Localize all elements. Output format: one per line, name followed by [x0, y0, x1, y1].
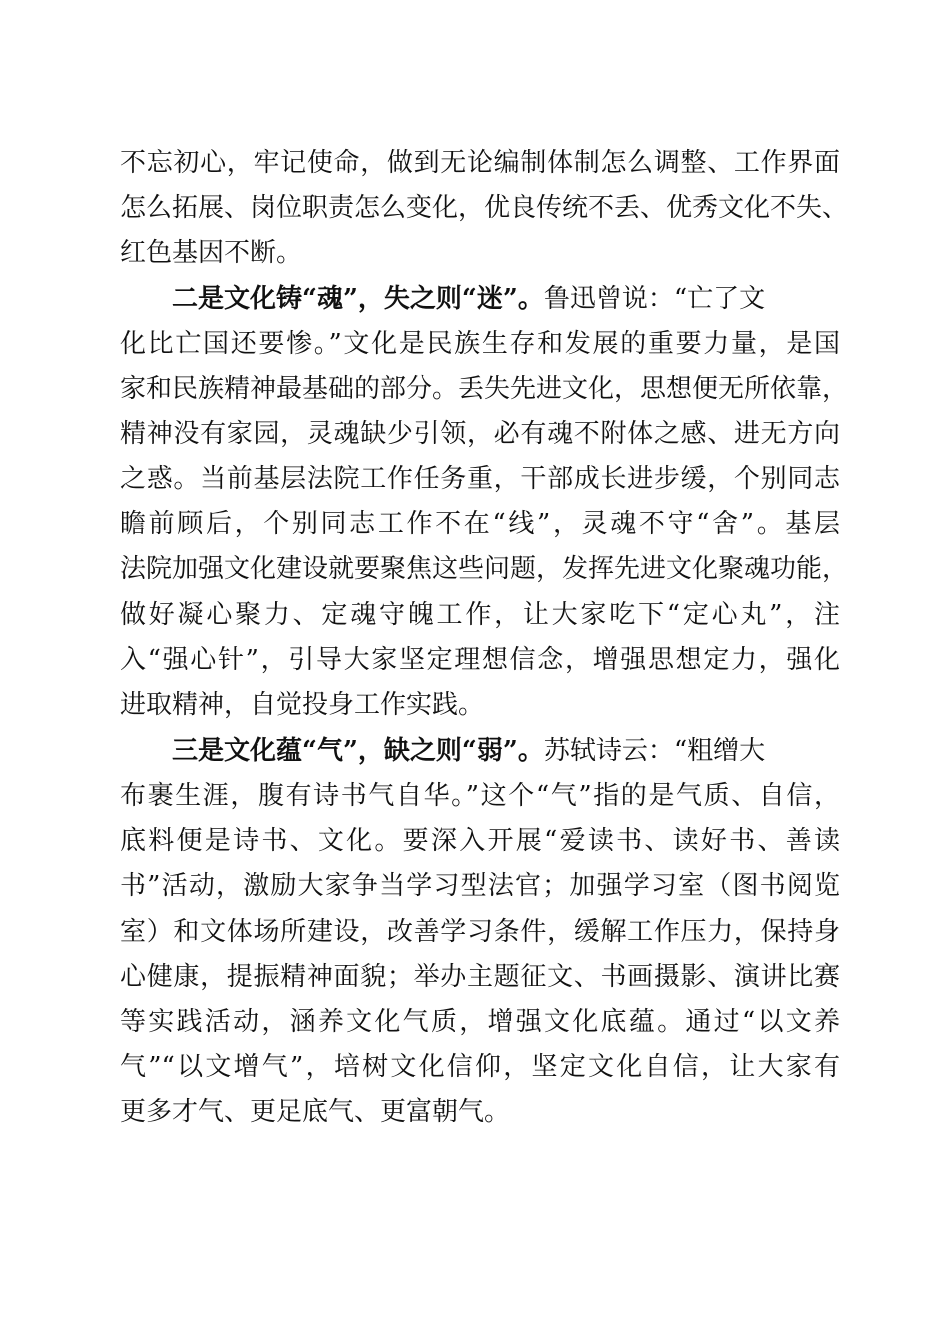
paragraph-3-line-4: 书”活动，激励大家争当学习型法官；加强学习室（图书阅览 — [120, 871, 840, 901]
paragraph-3-line-8: 气”“以文增气”，培树文化信仰，坚定文化自信，让大家有 — [120, 1052, 840, 1082]
paragraph-3-line-5: 室）和文体场所建设，改善学习条件，缓解工作压力，保持身 — [120, 917, 840, 947]
paragraph-3-heading: 三是文化蕴“气”，缺之则“弱”。 — [172, 736, 544, 766]
paragraph-2-line-7: 法院加强文化建设就要聚焦这些问题，发挥先进文化聚魂功能， — [120, 554, 849, 584]
paragraph-3-line-7: 等实践活动，涵养文化气质，增强文化底蕴。通过“以文养 — [120, 1007, 840, 1037]
paragraph-1-line-2: 怎么拓展、岗位职责怎么变化，优良传统不丢、优秀文化不失、 — [120, 193, 849, 223]
paragraph-2-line-9: 入“强心针”，引导大家坚定理想信念，增强思想定力，强化 — [120, 645, 840, 675]
paragraph-3-line-2: 布裹生涯，腹有诗书气自华。”这个“气”指的是气质、自信， — [120, 781, 840, 811]
paragraph-3-line-1 — [172, 736, 840, 766]
paragraph-2-line-4: 精神没有家园，灵魂缺少引领，必有魂不附体之感、进无方向 — [120, 419, 840, 449]
paragraph-3-line-3: 底料便是诗书、文化。要深入开展“爱读书、读好书、善读 — [120, 826, 840, 856]
paragraph-2-line-10: 进取精神，自觉投身工作实践。 — [120, 690, 485, 720]
paragraph-2-line-5: 之惑。当前基层法院工作任务重，干部成长进步缓，个别同志 — [120, 464, 840, 494]
paragraph-2-line-2: 化比亡国还要惨。”文化是民族生存和发展的重要力量，是国 — [120, 329, 840, 359]
paragraph-2-line-1 — [172, 284, 840, 314]
paragraph-1-line-3: 红色基因不断。 — [120, 238, 303, 268]
paragraph-3-line-6: 心健康，提振精神面貌；举办主题征文、书画摄影、演讲比赛 — [120, 962, 840, 992]
paragraph-3-line-9: 更多才气、更足底气、更富朝气。 — [120, 1097, 511, 1127]
paragraph-2-line-1-text: 鲁迅曾说：“亡了文 — [543, 284, 766, 314]
paragraph-2-line-3: 家和民族精神最基础的部分。丢失先进文化，思想便无所依靠， — [120, 374, 849, 404]
paragraph-3-line-1-text: 苏轼诗云：“粗缯大 — [543, 736, 766, 766]
paragraph-2-line-6: 瞻前顾后，个别同志工作不在“线”，灵魂不守“舍”。基层 — [120, 509, 840, 539]
paragraph-1-line-1: 不忘初心，牢记使命，做到无论编制体制怎么调整、工作界面 — [120, 148, 840, 178]
paragraph-2-line-8: 做好凝心聚力、定魂守魄工作，让大家吃下“定心丸”，注 — [120, 600, 840, 630]
paragraph-2-heading: 二是文化铸“魂”，失之则“迷”。 — [172, 284, 544, 314]
